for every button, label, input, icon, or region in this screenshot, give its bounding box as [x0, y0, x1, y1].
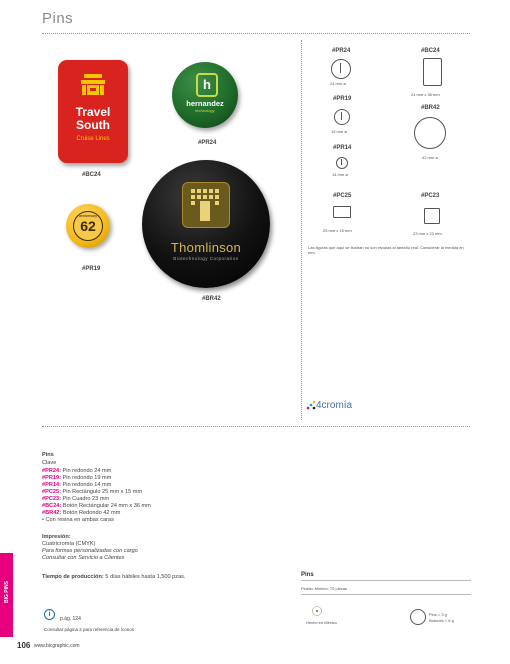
impresion-3: Consultar con Servicio a Clientes [42, 555, 125, 561]
color-dots-icon [306, 400, 316, 410]
weight-pins: Pins = 3 g [429, 612, 447, 617]
impresion-label: Impresión: [42, 534, 71, 540]
box-title: Pins [301, 572, 314, 578]
title-rule [42, 33, 470, 34]
pin-brand: Thomlinson [170, 240, 242, 255]
made-in: Hecho en México [306, 620, 337, 625]
spec-heading: Pins [42, 452, 54, 458]
pin-text-line2: South [76, 118, 110, 132]
pin-brand-sub: Biotechnology Corporation [173, 256, 239, 261]
page-title: Pins [42, 10, 74, 27]
diagram-rect-24x36 [423, 58, 442, 86]
spec-code: #PR14: [42, 482, 61, 488]
box-rule-1 [301, 580, 471, 581]
scale-note: Las figuras que aquí se ilustran no son escalas al tamaño real. Considerar la medida en mm. [308, 245, 464, 255]
tiempo-produccion: Tiempo de producción: 5 días hábiles hasta 1,500 pzas. [42, 574, 186, 580]
diagram-square-23 [424, 208, 440, 224]
diagram-dim-pr14: 14 mm ø [332, 172, 348, 177]
diagram-round-14 [336, 157, 348, 169]
diagram-round-24 [331, 59, 351, 79]
spec-code: #BC24: [42, 503, 62, 509]
section-tab-label: BIG PINS [4, 581, 10, 603]
box-rule-2 [301, 594, 471, 595]
spec-clave-label: Clave [42, 460, 57, 466]
info-icon[interactable]: i [44, 609, 55, 620]
mask-icon [78, 72, 108, 100]
spec-code: #PR24: [42, 468, 61, 474]
spec-text: Pin redondo 24 mm [60, 468, 112, 474]
diagram-rect-25x15 [333, 206, 351, 218]
spec-list [42, 468, 151, 524]
spec-code: #PC23: [42, 496, 61, 502]
diagram-code-pr24: #PR24 [332, 48, 351, 54]
pin-brand-sub: technology [195, 108, 215, 113]
diagram-dim-br42: 42 mm ø [422, 155, 438, 160]
column-divider [301, 40, 302, 420]
diagram-round-19 [334, 109, 350, 125]
product-code-pr19: #PR19 [82, 266, 101, 272]
section-tab [0, 553, 13, 637]
spec-text: Pin redondo 14 mm [60, 482, 112, 488]
spec-code: #PC25: [42, 489, 61, 495]
pin-brand: hernandez [186, 99, 224, 108]
ref-note: Consultar página 2 para referencia de íconos [44, 627, 135, 632]
box-min-order: Pedido Mínimo: 70 piezas [301, 586, 348, 591]
anniversary-pin [66, 204, 110, 248]
diagram-code-pr14: #PR14 [333, 145, 352, 151]
diagram-dim-pr19: 19 mm ø [331, 129, 347, 134]
ref-page: p.ág. 124 [60, 616, 81, 622]
impresion-1: Cuatricromía (CMYK) [42, 541, 96, 547]
mexico-flag-icon [312, 606, 322, 616]
impresion-2: Para formas personalizadas con cargo [42, 548, 138, 554]
diagram-dim-pr24: 24 mm ø [330, 81, 346, 86]
diagram-dim-pc23: 23 mm x 23 mm [413, 231, 442, 236]
hernandez-pin [172, 62, 238, 128]
diagram-code-pc23: #PC23 [421, 193, 440, 199]
product-code-bc24: #BC24 [82, 172, 101, 178]
pin-badge-top: anniversary [78, 214, 98, 218]
weight-icon [410, 609, 426, 625]
spec-text: Botón Rectángular 24 mm x 36 mm [61, 503, 151, 509]
diagram-code-pr19: #PR19 [333, 96, 352, 102]
section-rule [42, 426, 470, 427]
diagram-dim-bc24: 24 mm x 36 mm [411, 92, 440, 97]
weight-buttons: Botones = 6 g [429, 618, 454, 623]
footer-url[interactable]: www.bicgraphic.com [34, 643, 80, 649]
pin-badge-number: 62 [80, 218, 96, 234]
spec-text: Botón Redondo 42 mm [61, 510, 121, 516]
spec-code: #BR42: [42, 510, 62, 516]
product-code-br42: #BR42 [202, 296, 221, 302]
product-code-pr24: #PR24 [198, 140, 217, 146]
diagram-code-pc25: #PC25 [333, 193, 352, 199]
diagram-code-bc24: #BC24 [421, 48, 440, 54]
pin-text-line3: Cruise Lines [76, 136, 110, 142]
spec-text: Pin Rectángulo 25 mm x 15 mm [60, 489, 143, 495]
page-number: 106 [17, 641, 31, 650]
spec-text: Pin Cuadro 23 mm [60, 496, 110, 502]
h-logo-icon: h [196, 73, 218, 97]
spec-text: Pin redondo 19 mm [60, 475, 112, 481]
diagram-code-br42: #BR42 [421, 105, 440, 111]
spec-code: #PR19: [42, 475, 61, 481]
pin-text-line1: Travel [75, 105, 111, 119]
thomlinson-pin [142, 160, 270, 288]
spec-resin: • Con resina en ambas caras [42, 517, 114, 523]
travel-south-pin [58, 60, 128, 163]
square-logo-icon [182, 182, 230, 228]
diagram-dim-pc25: 25 mm x 15 mm [323, 228, 352, 233]
diagram-round-42 [414, 117, 446, 149]
cromia-logo: 4cromía [316, 400, 353, 411]
